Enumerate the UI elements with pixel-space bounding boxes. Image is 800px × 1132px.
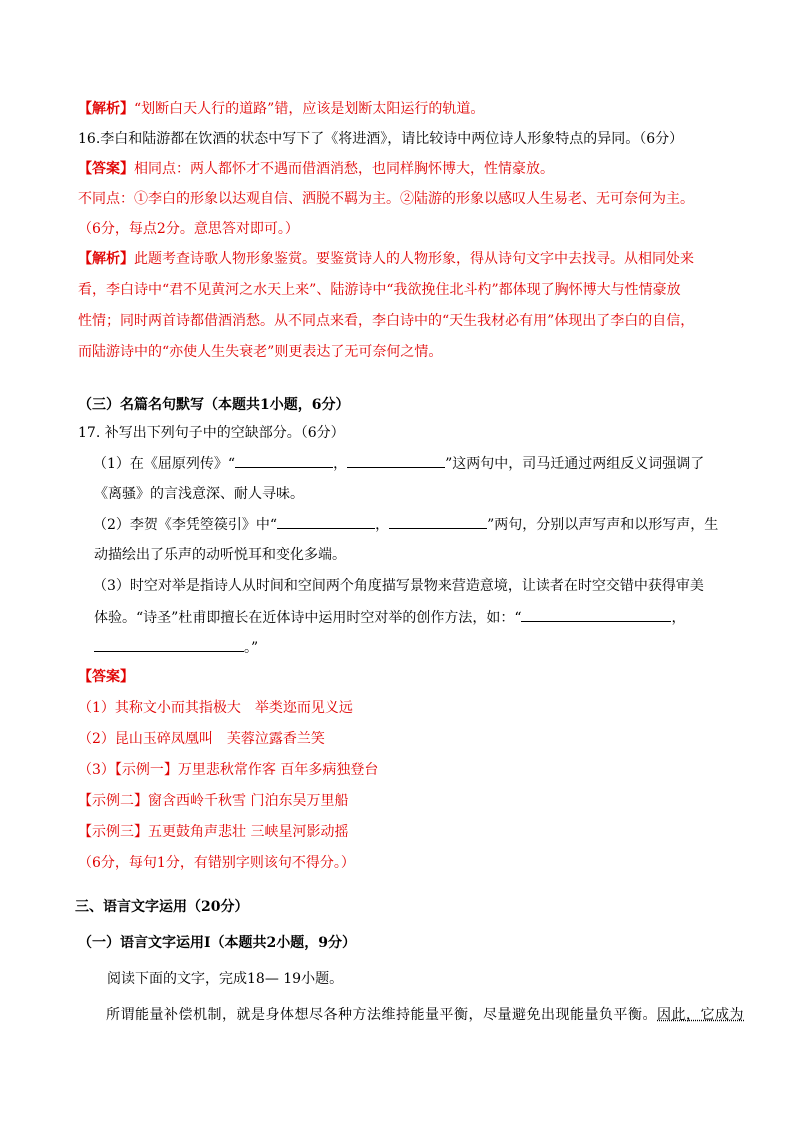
answer-16-same — [78, 159, 554, 179]
q17-part3-line3 — [94, 637, 258, 658]
passage-underlined-text: 因此，它成为 — [657, 1007, 744, 1023]
separator: ， — [333, 456, 348, 472]
answer-same-text: 相同点：两人都怀才不遇而借酒消愁，也同样胸怀博大，性情豪放。 — [134, 161, 554, 177]
q17-part1-line2: 《离骚》的言浅意深、耐人寻味。 — [94, 486, 304, 502]
fill-blank[interactable] — [235, 453, 333, 468]
answer-16-score: （6分，每点2分。意思答对即可。） — [78, 221, 299, 237]
separator: ， — [671, 610, 686, 626]
subsection-heading-3: （三）名篇名句默写（本题共1小题，6分） — [78, 397, 350, 413]
reading-instruction: 阅读下面的文字，完成18— 19小题。 — [107, 971, 344, 987]
passage-line-1 — [106, 1005, 744, 1025]
separator: ， — [375, 517, 390, 533]
answer-17-item-5: 【示例三】五更鼓角声悲壮 三峡星河影动摇 — [78, 824, 349, 840]
answer-label: 【答案】 — [78, 161, 134, 177]
fill-blank[interactable] — [94, 637, 244, 652]
q17-part2-line1 — [93, 514, 718, 535]
q17-part3-line2 — [94, 607, 685, 628]
subsection-heading: （一）语言文字运用Ⅰ（本题共2小题，9分） — [78, 935, 357, 951]
fill-blank[interactable] — [521, 607, 671, 622]
analysis-16-line-3: 性情；同时两首诗都借酒消愁。从不同点来看，李白诗中的“天生我材必有用”体现出了李白的自信， — [78, 313, 695, 329]
answer-17-label: 【答案】 — [78, 669, 134, 685]
analysis-text: “划断白天人行的道路”错，应该是划断太阳运行的轨道。 — [134, 101, 485, 117]
q17-part2-suffix: ”两句，分别以声写声和以形写声，生 — [487, 517, 719, 533]
q17-part3-line1: （3）时空对举是指诗人从时间和空间两个角度描写景物来营造意境，让读者在时空交错中获得审美 — [93, 578, 704, 594]
q17-part2-prefix: （2）李贺《李凭箜篌引》中“ — [93, 517, 278, 533]
fill-blank[interactable] — [277, 514, 375, 529]
answer-16-diff: 不同点：①李白的形象以达观自信、洒脱不羁为主。②陆游的形象以感叹人生易老、无可奈何为主。 — [78, 191, 694, 207]
q17-part1-suffix: ”这两句中，司马迁通过两组反义词强调了 — [445, 456, 705, 472]
closing-quote: 。” — [244, 640, 259, 656]
analysis-16-line-1 — [78, 249, 694, 269]
answer-17-item-1: （1）其称文小而其指极大 举类迩而见义远 — [78, 700, 353, 716]
analysis-15-line — [78, 99, 484, 119]
q17-part2-line2: 动描绘出了乐声的动听悦耳和变化多端。 — [94, 547, 346, 563]
question-17: 17. 补写出下列句子中的空缺部分。（6分） — [78, 425, 345, 441]
question-16: 16.李白和陆游都在饮酒的状态中写下了《将进酒》，请比较诗中两位诗人形象特点的异同。（6分） — [78, 131, 684, 147]
fill-blank[interactable] — [347, 453, 445, 468]
passage-text: 所谓能量补偿机制，就是身体想尽各种方法维持能量平衡，尽量避免出现能量负平衡。 — [106, 1007, 657, 1023]
analysis-16-line-4: 而陆游诗中的“亦使人生失衰老”则更表达了无可奈何之情。 — [78, 344, 443, 360]
section-heading: 三、语言文字运用（20分） — [75, 899, 249, 915]
answer-17-item-4: 【示例二】窗含西岭千秋雪 门泊东吴万里船 — [78, 793, 349, 809]
answer-17-item-2: （2）昆山玉碎凤凰叫 芙蓉泣露香兰笑 — [78, 731, 325, 747]
answer-17-item-3: （3）【示例一】万里悲秋常作客 百年多病独登台 — [78, 762, 379, 778]
q17-part1-line1 — [93, 453, 704, 474]
analysis-16-line-2: 看，李白诗中“君不见黄河之水天上来”、陆游诗中“我欲挽住北斗杓”都体现了胸怀博大与性情豪放 — [78, 282, 681, 298]
fill-blank[interactable] — [389, 514, 487, 529]
q17-part3-prefix: 体验。“诗圣”杜甫即擅长在近体诗中运用时空对举的创作方法，如：“ — [94, 610, 522, 626]
analysis-text: 此题考查诗歌人物形象鉴赏。要鉴赏诗人的人物形象，得从诗句文字中去找寻。从相同处来 — [134, 251, 694, 267]
analysis-label: 【解析】 — [78, 101, 134, 117]
analysis-label: 【解析】 — [78, 251, 134, 267]
answer-17-score: （6分，每句1分，有错别字则该句不得分。） — [78, 855, 355, 871]
q17-part1-prefix: （1）在《屈原列传》“ — [93, 456, 236, 472]
